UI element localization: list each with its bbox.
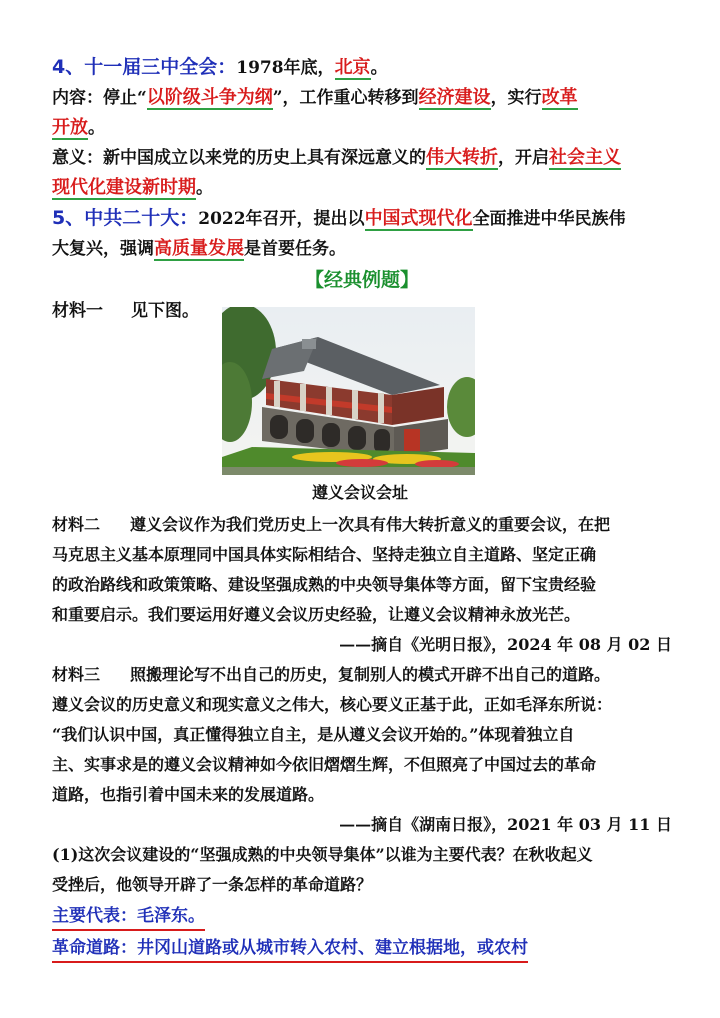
- section5-line1: [52, 203, 672, 234]
- section4-meaning-end: 。: [196, 178, 213, 198]
- section4-time: 1978年底，: [236, 58, 335, 78]
- material2-line-2: 马克思主义基本原理同中国具体实际相结合、坚持走独立自主道路、坚定正确: [52, 545, 597, 564]
- section5-text2: 全面推进中华民族伟: [472, 209, 626, 229]
- material2-source: ——摘自《光明日报》，2024 年 08 月 02 日: [339, 635, 672, 654]
- section5-text3: 大复兴，强调: [52, 239, 154, 259]
- material3-label: 材料三: [52, 665, 101, 684]
- material2-block: [52, 510, 672, 660]
- material2-label: 材料二: [52, 515, 101, 534]
- question-line-2: 受挫后，他领导开辟了一条怎样的革命道路？: [52, 875, 373, 894]
- section4-content-mid2: ，实行: [490, 88, 542, 108]
- answer-revolution-path: 革命道路：井冈山道路或从城市转入农村、建立根据地，或农村: [52, 935, 528, 963]
- page-content: [52, 50, 672, 326]
- section5-heading: 5、中共二十大：: [52, 207, 199, 229]
- section4-content-label: 内容：停止“: [52, 88, 147, 108]
- answer-representative: 主要代表：毛泽东。: [52, 903, 205, 931]
- question-line-1: (1)这次会议建设的“坚强成熟的中央领导集体”以谁为主要代表？在秋收起义: [52, 845, 593, 864]
- section4-meaning-line: [52, 143, 672, 173]
- section4-place: 北京: [334, 57, 371, 78]
- section4-meaning-line2: [52, 173, 672, 203]
- section4-meaning-label: 意义：新中国成立以来党的历史上具有深远意义的: [52, 148, 426, 168]
- material2-text-1: 遵义会议作为我们党历史上一次具有伟大转折意义的重要会议，在把: [130, 515, 611, 534]
- answer-2-line: [52, 932, 672, 964]
- section4-content-kw2: 经济建设: [418, 87, 491, 108]
- material3-block: [52, 660, 672, 840]
- section4-content-end: 。: [88, 118, 105, 138]
- question-block: [52, 840, 672, 900]
- section4-content-kw3a: 改革: [541, 87, 578, 108]
- material1-label: 材料一: [52, 301, 103, 321]
- section4-content-line: [52, 83, 672, 113]
- material2-line-1: [52, 510, 672, 540]
- section5-text1: 2022年召开，提出以: [198, 209, 365, 229]
- material3-source: ——摘自《湖南日报》，2021 年 03 月 11 日: [339, 815, 672, 834]
- section4-content-kw3b: 开放: [52, 117, 88, 138]
- material3-text-1: 照搬理论写不出自己的历史，复制别人的模式开辟不出自己的道路。: [130, 665, 611, 684]
- photo-caption: 遵义会议会址: [311, 483, 408, 502]
- zunyi-site-photo: [222, 307, 475, 475]
- material2-line-4: 和重要启示。我们要运用好遵义会议历史经验，让遵义会议精神永放光芒。: [52, 605, 581, 624]
- materials-section: [52, 510, 672, 964]
- section4-meaning-mid: ，开启: [498, 148, 549, 168]
- material3-line-2: 遵义会议的历史意义和现实意义之伟大，核心要义正基于此，正如毛泽东所说：: [52, 695, 613, 714]
- examples-title: 【经典例题】: [304, 269, 419, 291]
- material3-line-3: “我们认识中国，真正懂得独立自主，是从遵义会议开始的。”体现着独立自: [52, 725, 575, 744]
- material1-text: 见下图。: [131, 301, 199, 321]
- material3-line-1: [52, 660, 672, 690]
- section4-heading: 4、十一届三中全会：: [52, 56, 237, 78]
- section5-kw1: 中国式现代化: [364, 208, 473, 229]
- section5-line2: [52, 234, 672, 264]
- material3-line-5: 道路，也指引着中国未来的发展道路。: [52, 785, 325, 804]
- section4-meaning-kw1: 伟大转折: [426, 147, 498, 168]
- section5-text4: 是首要任务。: [244, 239, 346, 259]
- section4-content-mid: ”，工作重心转移到: [272, 88, 419, 108]
- section4-content-kw1: 以阶级斗争为纲: [146, 87, 273, 108]
- section5-kw2: 高质量发展: [154, 238, 244, 259]
- answer-1-line: [52, 900, 672, 932]
- section4-heading-line: [52, 52, 672, 83]
- section4-meaning-kw2a: 社会主义: [549, 147, 621, 168]
- section4-meaning-kw2b: 现代化建设新时期: [52, 177, 196, 198]
- section4-content-line2: [52, 113, 672, 143]
- material3-line-4: 主、实事求是的遵义会议精神如今依旧熠熠生辉，不但照亮了中国过去的革命: [52, 755, 597, 774]
- section4-place-end: 。: [370, 58, 388, 78]
- material2-line-3: 的政治路线和政策策略、建设坚强成熟的中央领导集体等方面，留下宝贵经验: [52, 575, 597, 594]
